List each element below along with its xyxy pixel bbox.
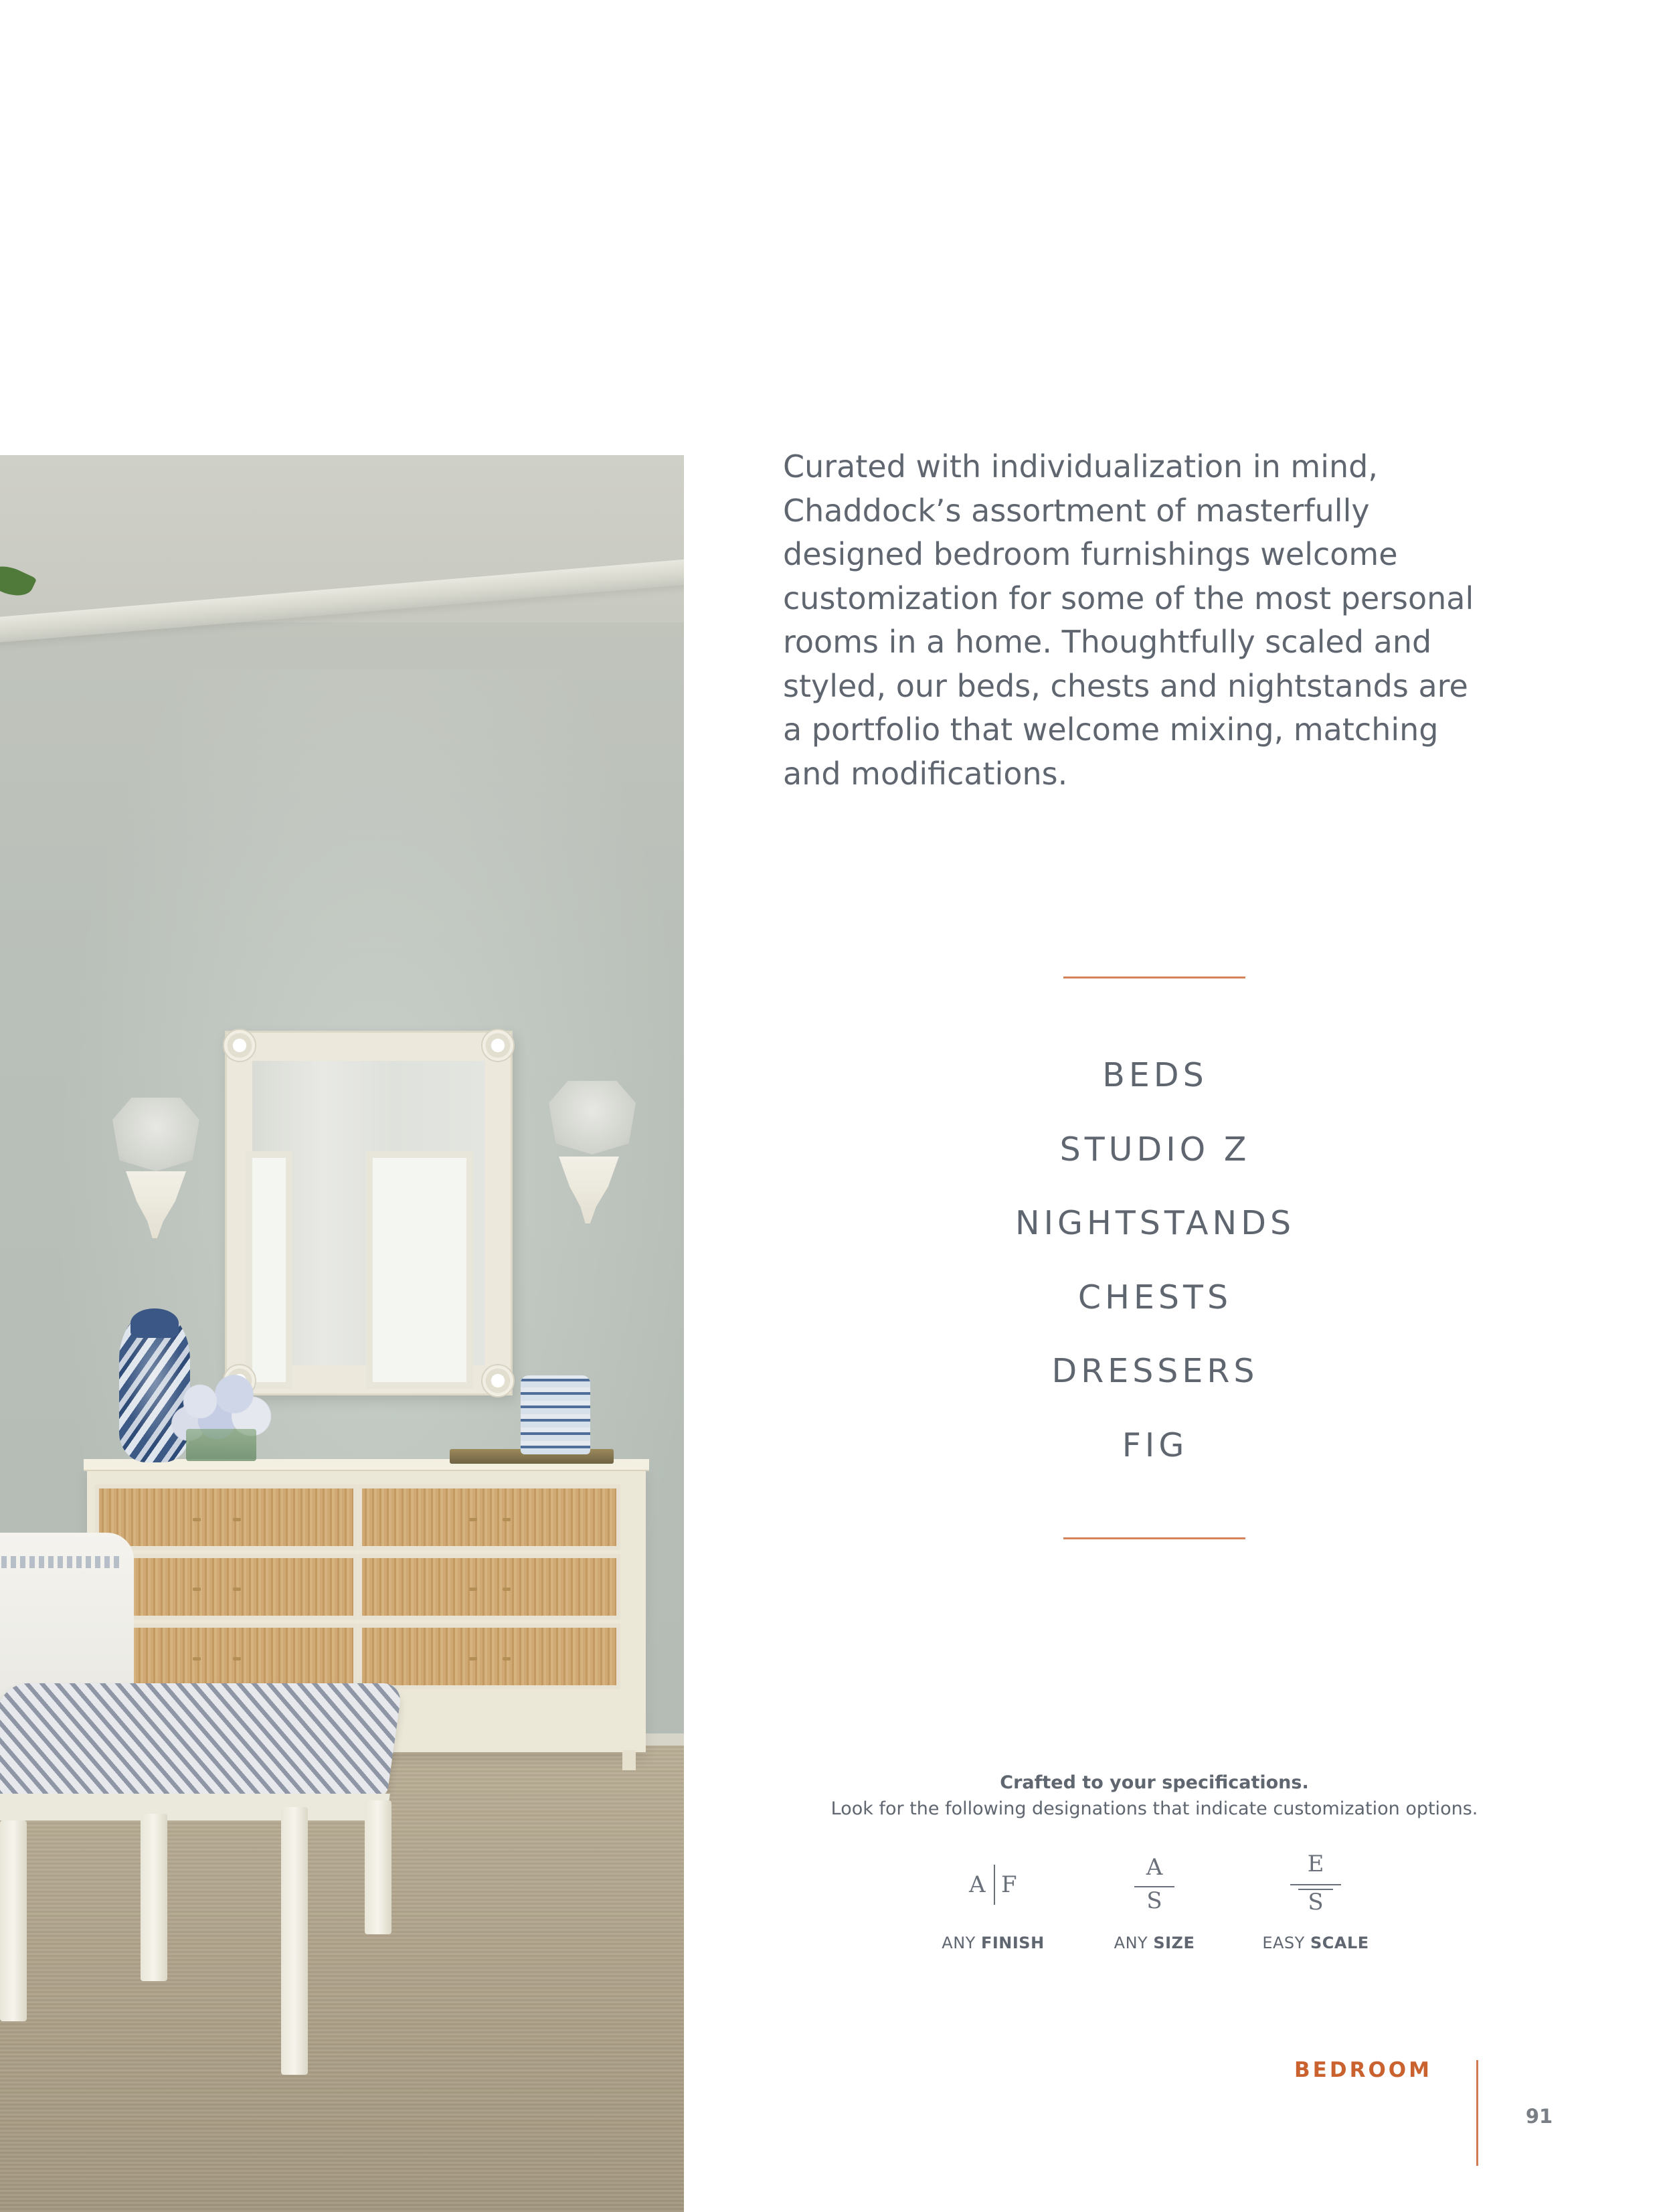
bench-rail (0, 1794, 390, 1820)
bench-leg (365, 1800, 391, 1934)
badge-letter: A (1146, 1854, 1163, 1881)
wall-sconce-plate-right (549, 1081, 636, 1155)
dresser-drawer (358, 1554, 620, 1620)
intro-line: designed bedroom furnishings welcome (783, 536, 1398, 572)
wall-mirror (225, 1031, 513, 1395)
specs-subheading: Look for the following designations that indicate customization options. (830, 1798, 1478, 1819)
category-list (954, 1052, 1356, 1496)
any-size-label: ANY SIZE (1114, 1934, 1195, 1952)
category-link-nightstands[interactable]: NIGHTSTANDS (1015, 1204, 1296, 1242)
badge-letter: E (1307, 1851, 1324, 1877)
dresser-drawer (95, 1624, 357, 1689)
bench-leg (0, 1820, 27, 2021)
category-link-chests[interactable]: CHESTS (1077, 1278, 1233, 1316)
category-link-fig[interactable]: FIG (1122, 1426, 1188, 1464)
intro-line: a portfolio that welcome mixing, matching (783, 711, 1439, 748)
any-finish-icon (969, 1854, 1023, 1921)
badge-letter: A (969, 1871, 986, 1898)
intro-line: customization for some of the most personal (783, 580, 1474, 616)
dresser-drawer (95, 1554, 357, 1620)
dresser-drawer (95, 1484, 357, 1550)
intro-line: styled, our beds, chests and nightstands are (783, 667, 1468, 704)
intro-paragraph (783, 445, 1526, 796)
tab-divider (1476, 2060, 1478, 2166)
bench-leg (141, 1814, 167, 1981)
category-link-studio-z[interactable]: STUDIO Z (1059, 1130, 1251, 1169)
any-size-icon (1131, 1854, 1178, 1921)
any-finish-label: ANY FINISH (942, 1934, 1045, 1952)
intro-line: Chaddock’s assortment of masterfully (783, 492, 1370, 529)
upholstered-bench (0, 1683, 403, 1797)
easy-scale-label: EASY SCALE (1262, 1934, 1369, 1952)
badge-letter: F (1001, 1871, 1017, 1898)
mirror-reflection-window (366, 1151, 473, 1389)
dresser-drawer (358, 1484, 620, 1550)
glass-vase (186, 1429, 256, 1461)
category-link-dressers[interactable]: DRESSERS (1051, 1352, 1259, 1390)
mirror-rosette (481, 1029, 515, 1062)
specs-heading: Crafted to your specifications. (1000, 1772, 1309, 1793)
dresser-drawer (358, 1624, 620, 1689)
dresser-leg (622, 1750, 636, 1770)
intro-line: Curated with individualization in mind, (783, 448, 1378, 485)
bench-leg (281, 1807, 308, 2075)
ginger-jar-small (521, 1375, 590, 1454)
ginger-jar-lid (130, 1308, 179, 1338)
intro-line: rooms in a home. Thoughtfully scaled and (783, 624, 1432, 660)
intro-line: and modifications. (783, 755, 1068, 792)
bed-trim (0, 1556, 120, 1568)
section-tab: BEDROOM (1294, 2058, 1432, 2082)
mirror-rosette (223, 1029, 256, 1062)
badge-letter: S (1308, 1889, 1324, 1916)
page-number: 91 (1525, 2105, 1553, 2128)
category-link-beds[interactable]: BEDS (1102, 1056, 1208, 1094)
wall-sconce-plate-left (112, 1098, 199, 1171)
mirror-glass (252, 1061, 485, 1365)
mirror-reflection-window (246, 1151, 292, 1389)
divider-top (1063, 976, 1245, 979)
mirror-rosette (481, 1364, 515, 1397)
easy-scale-icon (1289, 1851, 1342, 1921)
divider-bottom (1063, 1537, 1245, 1539)
badge-letter: S (1146, 1887, 1162, 1914)
